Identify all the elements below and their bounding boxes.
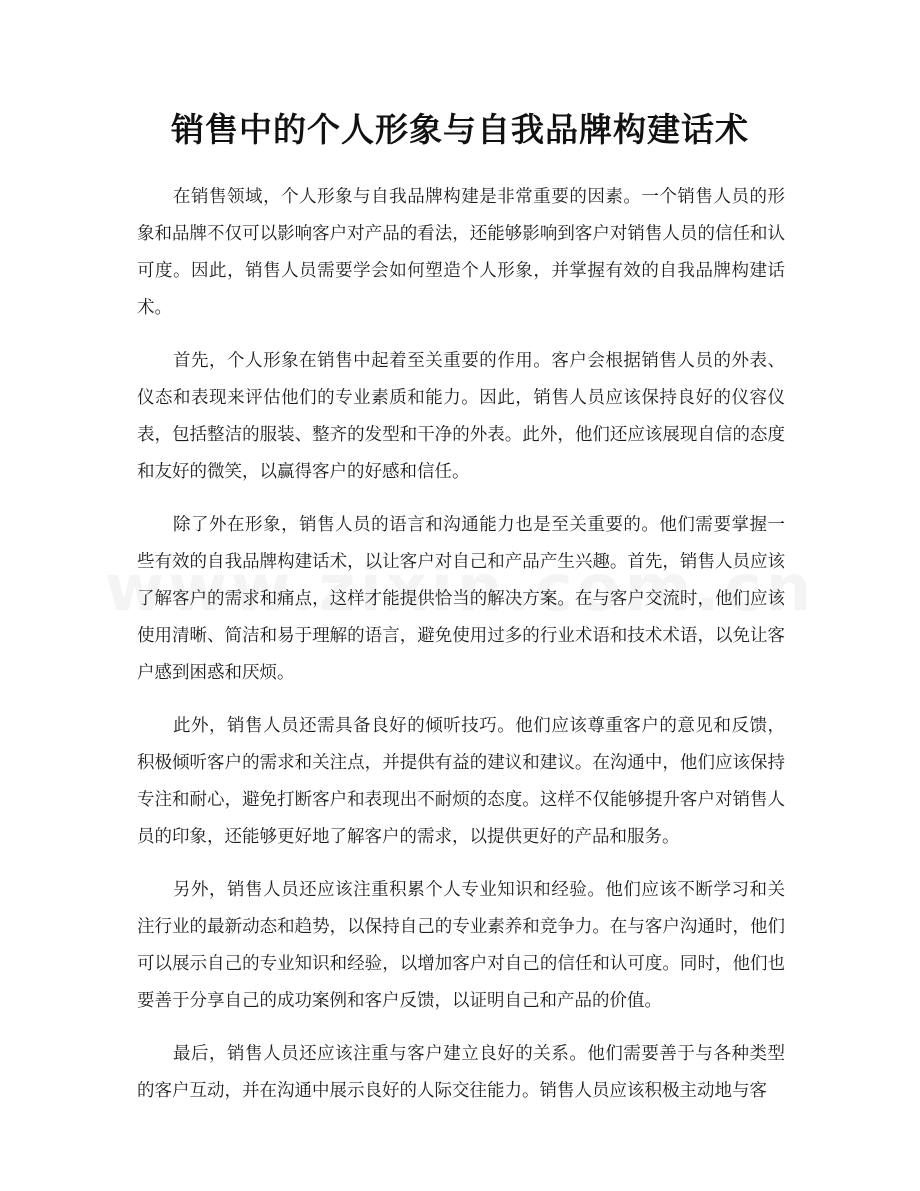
paragraph-1: 在销售领域，个人形象与自我品牌构建是非常重要的因素。一个销售人员的形象和品牌不仅可以影响客户对产品的看法，还能够影响到客户对销售人员的信任和认可度。因此，销售人员需要学会如何塑造个人形象，并掌握有效的自我品牌构建话术。	[137, 187, 785, 318]
paragraph-2: 首先，个人形象在销售中起着至关重要的作用。客户会根据销售人员的外表、仪态和表现来评估他们的专业素质和能力。因此，销售人员应该保持良好的仪容仪表，包括整洁的服装、整齐的发型和干净的外表。此外，他们还应该展现自信的态度和友好的微笑，以赢得客户的好感和信任。	[137, 351, 785, 482]
paragraph-4: 此外，销售人员还需具备良好的倾听技巧。他们应该尊重客户的意见和反馈，积极倾听客户的需求和关注点，并提供有益的建议和建议。在沟通中，他们应该保持专注和耐心，避免打断客户和表现出不耐烦的态度。这样不仅能够提升客户对销售人员的印象，还能够更好地了解客户的需求，以提供更好的产品和服务。	[137, 716, 785, 847]
paragraph-6: 最后，销售人员还应该注重与客户建立良好的关系。他们需要善于与各种类型的客户互动，并在沟通中展示良好的人际交往能力。销售人员应该积极主动地与客	[137, 1044, 785, 1101]
document-body	[137, 179, 785, 1126]
document-title: 销售中的个人形象与自我品牌构建话术	[171, 110, 749, 149]
paragraph-5: 另外，销售人员还应该注重积累个人专业知识和经验。他们应该不断学习和关注行业的最新动态和趋势，以保持自己的专业素养和竞争力。在与客户沟通时，他们可以展示自己的专业知识和经验，以增加客户对自己的信任和认可度。同时，他们也要善于分享自己的成功案例和客户反馈，以证明自己和产品的价值。	[137, 880, 785, 1011]
paragraph-3: 除了外在形象，销售人员的语言和沟通能力也是至关重要的。他们需要掌握一些有效的自我品牌构建话术，以让客户对自己和产品产生兴趣。首先，销售人员应该了解客户的需求和痛点，这样才能提供恰当的解决方案。在与客户交流时，他们应该使用清晰、简洁和易于理解的语言，避免使用过多的行业术语和技术术语，以免让客户感到困惑和厌烦。	[137, 515, 785, 683]
